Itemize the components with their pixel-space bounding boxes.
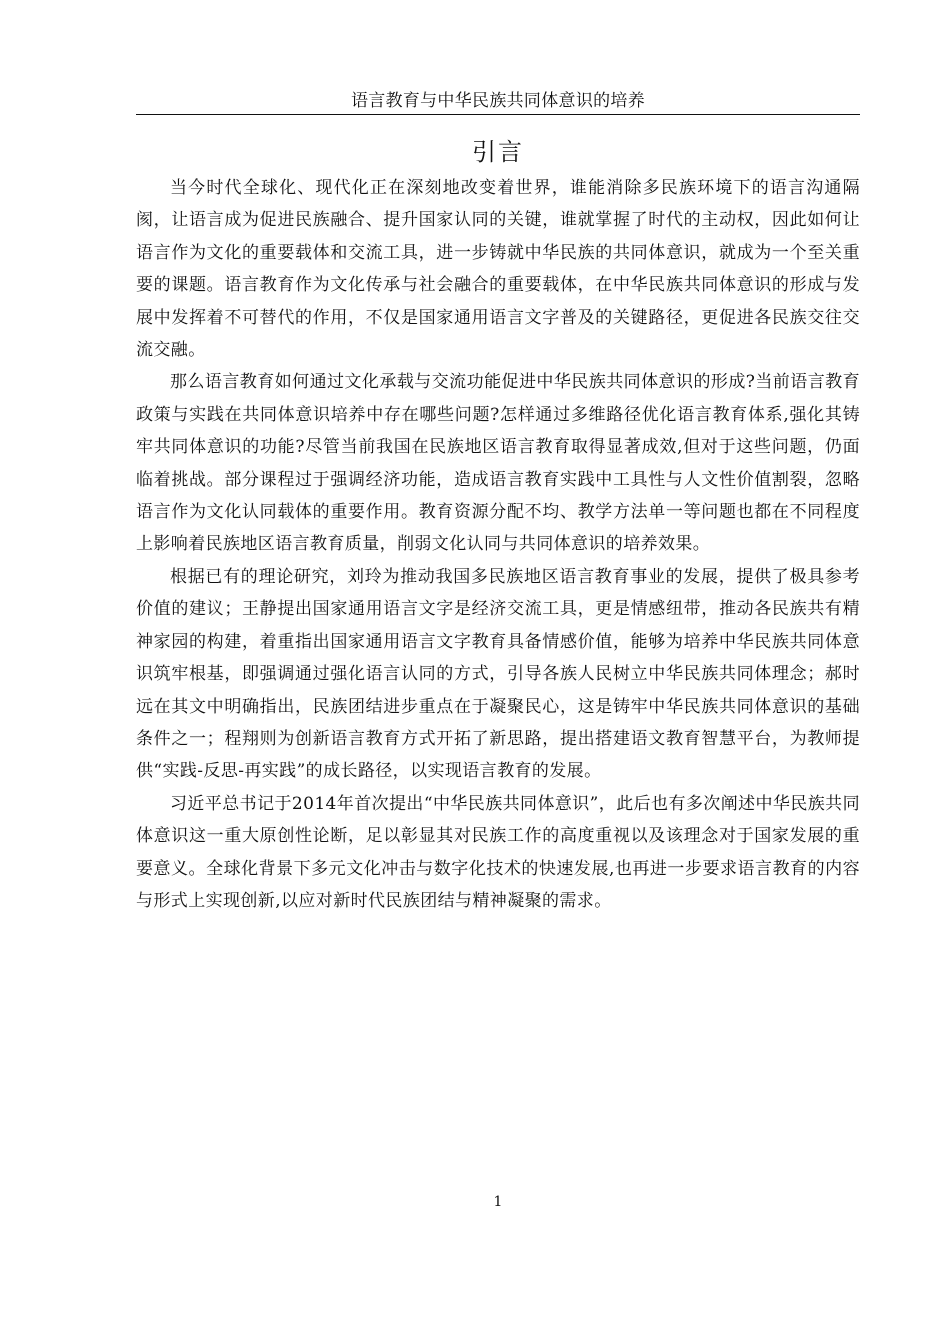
section-title: 引言: [472, 138, 524, 166]
paragraph-4: 习近平总书记于2014年首次提出“中华民族共同体意识”，此后也有多次阐述中华民族共同体意识这一重大原创性论断，足以彰显其对民族工作的高度重视以及该理念对于国家发展的重要意义。全球化背景下多元文化冲击与数字化技术的快速发展,也再进一步要求语言教育的内容与形式上实现创新,以应对新时代民族团结与精神凝聚的需求。: [136, 793, 860, 911]
page-number: 1: [493, 1194, 503, 1210]
header-divider: [136, 114, 860, 115]
paragraph-3: 根据已有的理论研究，刘玲为推动我国多民族地区语言教育事业的发展，提供了极具参考价值的建议；王静提出国家通用语言文字是经济交流工具，更是情感纽带，推动各民族共有精神家园的构建，着重指出国家通用语言文字教育具备情感价值，能够为培养中华民族共同体意识筑牢根基，即强调通过强化语言认同的方式，引导各族人民树立中华民族共同体理念；郝时远在其文中明确指出，民族团结进步重点在于凝聚民心，这是铸牢中华民族共同体意识的基础条件之一；程翔则为创新语言教育方式开拓了新思路，提出搭建语文教育智慧平台，为教师提供“实践-反思-再实践”的成长路径，以实现语言教育的发展。: [136, 566, 860, 782]
paragraph-2: 那么语言教育如何通过文化承载与交流功能促进中华民族共同体意识的形成?当前语言教育政策与实践在共同体意识培养中存在哪些问题?怎样通过多维路径优化语言教育体系,强化其铸牢共同体意识的功能?尽管当前我国在民族地区语言教育取得显著成效,但对于这些问题，仍面临着挑战。部分课程过于强调经济功能，造成语言教育实践中工具性与人文性价值割裂，忽略语言作为文化认同载体的重要作用。教育资源分配不均、教学方法单一等问题也都在不同程度上影响着民族地区语言教育质量，削弱文化认同与共同体意识的培养效果。: [136, 372, 860, 555]
paragraph-1: 当今时代全球化、现代化正在深刻地改变着世界，谁能消除多民族环境下的语言沟通隔阂，让语言成为促进民族融合、提升国家认同的关键，谁就掌握了时代的主动权，因此如何让语言作为文化的重要载体和交流工具，进一步铸就中华民族的共同体意识，就成为一个至关重要的课题。语言教育作为文化传承与社会融合的重要载体，在中华民族共同体意识的形成与发展中发挥着不可替代的作用，不仅是国家通用语言文字普及的关键路径，更促进各民族交往交流交融。: [136, 178, 860, 361]
running-header: 语言教育与中华民族共同体意识的培养: [350, 91, 646, 111]
body-text: [136, 172, 860, 917]
